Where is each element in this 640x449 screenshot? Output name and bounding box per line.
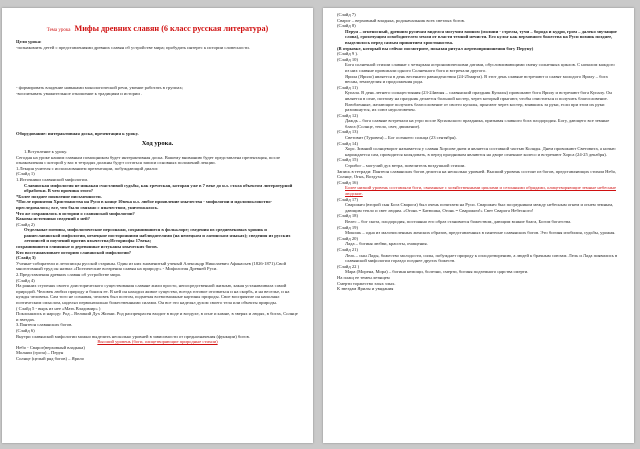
text-line: (Слайд 17) (337, 196, 358, 202)
text-line: Славянская мифология не никакая счастливой судьбы, как греческая, которая уже в 7 веке до н.э. стала объектом литературной обработки. В чем причина этого? (24, 182, 293, 194)
text-line: (Слайд 22 ) (337, 263, 360, 269)
text-line: (Слайд 20) (337, 235, 358, 241)
text-line: Мокошь – одна из малочисленных женских образов, представленных в пантеоне славянских богов. Это богиня изобилия, судьбы, урожая. (345, 230, 616, 236)
text-line: (Слайд 7) (337, 12, 356, 17)
text-line: Лада – богиня любви, красоты, очищения. (345, 241, 428, 247)
text-line: Даждь – бога славяне встречали на утро после Купальского праздника, призывая славного бога плодородия. Богу, дающего все земные блага (Солнце, тепло, свет, движение). (345, 118, 610, 129)
text-line: Молнии (гроза) – Перун (16, 350, 64, 356)
text-line: 3.Пантеон славянских богов. (16, 322, 73, 328)
text-line: (Слайд 3) (16, 255, 36, 261)
text-line: Цели урока: (16, 39, 42, 44)
paragraph-gap (16, 112, 299, 115)
text-line: *После принятия Христианства на Руси в конце 10века н.э. любое проявление язычества - мифологии и идолопоклонство- преследовалось; все, что было связано с язычеством, уничтожалось. (16, 199, 273, 210)
text-line: Более низкий уровень составляли боги, связанные с хозяйственными циклами и сезонными обрядами, олицетворяющие земные небесные людские. (345, 185, 616, 196)
text-line: Кто восстанавливает историю славянской мифологии? (16, 249, 132, 255)
text-line: Ученые-собиратели и летописцы русской старины. Один из них знаменитый ученый Александр Николаевич Афанасьев (1826-1871).Свой многотомный труд он назвал «Поэтические воззрения славян на природу» - Мифология Древней Руси. (16, 260, 287, 272)
text-line: Сварог – верховный владыка, родоначальник всех светлых богов. (337, 17, 465, 23)
text-line: (Слайд 10) (337, 56, 358, 62)
text-line: Каковы источники сведений о ней? (16, 216, 90, 222)
document-title (16, 18, 299, 36)
paragraph-gap (16, 66, 299, 69)
text-line: (Слайд 4) (16, 277, 35, 283)
text-line: *Более позднее появление письменности. (16, 193, 102, 199)
text-line: (Слайд 1) (16, 171, 35, 177)
right-page-body (337, 12, 620, 292)
text-line: Ярила (Ярило) является в день весеннего равноденствия (24-25марта). В этот день славяне встречают и славят молодого Ярилу – бога весны, земледелия и продолжения рода. (345, 73, 608, 85)
text-line: Хорс. Зимний солнцеворот называется у славян Хорсове днем и является составной частью Коляды. Днем провожают Световита, а ночью нарождается сам, проводится колядовать, в перед праздником являются на дворе огненное колесо и встречают Хорса (24-25 декабря). (345, 146, 616, 157)
text-line: К звездам Ярилы и увядания (337, 286, 394, 292)
text-line: (Слайд 19) (337, 224, 358, 230)
text-line: (Слайд 2) (16, 221, 35, 227)
title-main: Мифы древних славян (6 класс русская литература) (74, 24, 269, 33)
text-line: (Слайд 11) (337, 84, 358, 90)
text-line: Купала. В день летнего солнцестояния (23-24июня – славянский праздник Купалы) провожают бога Ярилу и встречают бога Купалу. Он является в огне, поэтому на праздник делается большой костер, через который прыгают, чтобы очиститься и получить благословение. Влюбленные, желающие получить благословение от своего купалы, прыгают через костер, взявшись за руки, если при этом их руки разомкнутся, их союз недолговечен. (345, 90, 612, 113)
text-line: Лель – сын Лады, божество молодости, силы, побуждает природу к оплодотворению, а людей к брачным союзам. Лель и Лада появились в славянской мифологии гораздо позднее других божеств. (345, 252, 618, 264)
text-line: (Слайд 13) (337, 129, 358, 135)
document-page-left (2, 8, 313, 443)
text-line: Сегодня на уроке нашим главным помощником будет интерактивная доска. Вашему вниманию будет представлена презентация, после ознакомления с которой у вас в тетрадях должны будут остаться записи основных положений лекции. (16, 154, 281, 166)
text-line: Световит (Туровен) – Бог осеннего солнца (23 сентября). (345, 135, 457, 141)
text-line: (Слайд 14) (337, 140, 358, 146)
text-line: 1.Лекция учителя с использованием презентации, побуждающий диалог. (16, 165, 159, 171)
text-line: Запись в тетради: Пантеон славянских богов делится на несколько уровней. Высший уровень состоят из богов, представляющих стихии Небо, Солнце, Огнь, Воздуха. (337, 168, 617, 180)
text-line: Сварожич (второй сын Бога Сварога) был очень почитаем на Руси. Сварожич был посредником между небесным огнем и огнем земным, дающим тепло и свет людям. «Огонь = Батюшка, Огонь = Сварожич!» Свет Сварога Небесного! (345, 202, 614, 213)
text-line: Небо - Сварог(верховный владыка) (16, 344, 85, 350)
text-line: Что же сохранилось в истории о славянской мифологии? (16, 210, 135, 216)
text-line: (Слайд 8) (337, 23, 356, 29)
text-line: сохранившиеся глиняные и деревянные истуканы языческих богов. (16, 244, 158, 250)
text-line: (Слайд 18) (337, 213, 358, 219)
text-line: Мара (Морена, Мора) – богиня немощи, болезни, смерти, богиня подземного царства смерти. (345, 269, 529, 275)
text-line: Стрибог – могучий дух ветра, повелитель воздушной стихии. (345, 163, 466, 169)
text-line: Оборудование: интерактивная доска, презентация к уроку. (16, 131, 139, 137)
text-line: 2.Представления древних славян об устройстве мира. (16, 272, 121, 278)
text-line: -познакомить детей с представлениями древних славян об устройстве мира; пробудить интерес к истории словесности. (16, 44, 250, 50)
text-line: 1.Источники славянской мифологии. (16, 176, 89, 182)
text-line: Перун – огненосный, древним русичам виделся могучим воином (молнии - стрелы, тучи – борода и кудри, гром – далеко звучащие слова), грохочущим освободителем земли от власти темной нечисти. Его культ как верховного божества на Руси возник позднее, выделилось перед самым принятием христианства. (345, 28, 617, 45)
document-page-right (323, 8, 634, 443)
text-line: Бога солнечной стихии славяне с четырьмя астрономическими датами, обусловливающими смену солнечных циклов. С началом каждого из них славяне провожали одного Солнечного бога и встречали другого. (345, 62, 615, 73)
text-line: (Слайд 12) (337, 112, 358, 118)
text-line: (Слайд 9 ). (337, 51, 358, 57)
text-line: Смерти торжество злых злых. (337, 280, 396, 286)
text-line: (Слайд 6) (16, 327, 35, 333)
text-line: (В отрывке, который вы сейчас посмотрите, показан ритуал жертвоприношения богу Перуну) (337, 45, 534, 51)
text-line: -воспитывать уважительное отношение к традициям и истории . (16, 90, 143, 96)
text-line: Высший уровень (боги, олицетворяющие природные стихии) (97, 339, 218, 345)
text-line: 1.Вступление к уроку. (24, 148, 68, 154)
text-line: Солнце (целый ряд богов) – Ярило (16, 355, 85, 361)
text-line: (Слайд 16) (337, 179, 358, 185)
text-line: - формировать владение навыками монологической речи, умение работать в группах; (16, 85, 184, 91)
text-line: На плащ ее темен летящем (337, 274, 390, 280)
left-page-body (16, 39, 299, 362)
title-prefix: Тема урока (46, 28, 71, 33)
text-line: Поклонялись и народу: Род – Великий Дух Жизни. Род распрекрасен входит в воде и воздухе, в огне и камне, в зверях и людях, в богах, Солнце и звездах. (16, 311, 298, 322)
text-line: Отдельные мотивы, мифологические персонажи, сохранившиеся в фольклоре; сведения из средневековых хроник и раннеславянской мифологии, немецкие посторонними наблюдателями (на немецком и латинском языках); сведения из русских летописей и поучений против язычества;Историофы 17века; (24, 227, 291, 244)
section-heading: Ход урока. (141, 139, 174, 147)
text-line: ( Слайд 5 - вырь из нее «Мать Владимир» ) (16, 305, 101, 311)
text-line: На ранних ступенях своего доисторического существования славяне жили просто, непосредственной жизнью, какая устанавливала самой природой. Человек любил природу и боялся ее. В ней он находил живое существо, всегда готовое отозваться и на скорбь, и на веселье, и на нужды человека. Сам того не сознавая, человек был поэтом, подмечая всевозможные картины природы. Свое восприятие он наполнял поэтическим смыслом, наделял первоначально божественными силами. Он все это наделял духом своего тела или объекты природы. (16, 283, 290, 305)
text-line: (Слайд 21) (337, 246, 358, 252)
text-line: Внутри славянской мифологии можно выделить несколько уровней в зависимости от предназначения (функции) богов. (16, 333, 250, 339)
text-line: (Слайд 15) (337, 157, 358, 163)
text-line: Велес – бог скота, плодородия, постоянно его образ становится божеством, дающим всякие блага, Богом богатства. (345, 218, 572, 224)
